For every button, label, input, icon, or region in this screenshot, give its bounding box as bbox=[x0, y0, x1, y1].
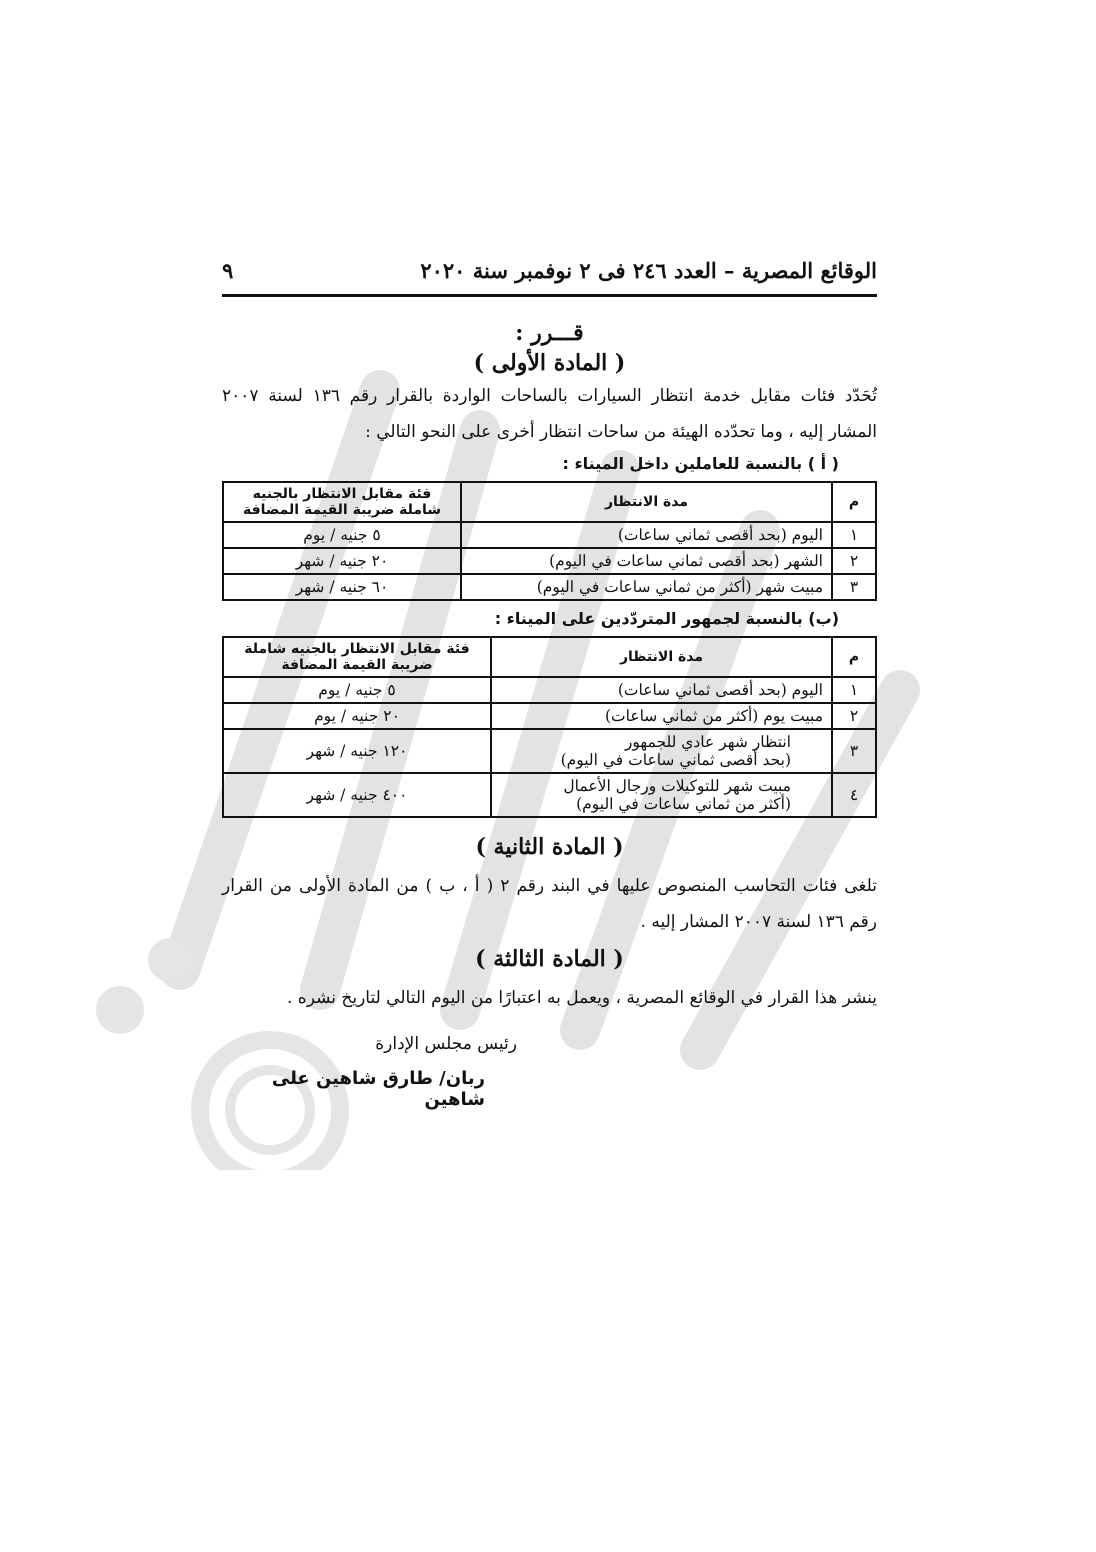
cell-duration: مبيت شهر (أكثر من ثماني ساعات في اليوم) bbox=[461, 574, 832, 600]
article-3-title: ( المادة الثالثة ) bbox=[475, 946, 624, 972]
table-row bbox=[223, 677, 876, 703]
cell-duration-line: مبيت شهر للتوكيلات ورجال الأعمال bbox=[563, 777, 791, 795]
th-duration: مدة الانتظار bbox=[461, 482, 832, 522]
article-2-text: تلغى فئات التحاسب المنصوص عليها في البند رقم ٢ ( أ ، ب ) من المادة الأولى من القرار رقم ١٣٦ لسنة ٢٠٠٧ المشار إليه . bbox=[222, 876, 877, 932]
section-a-title: ( أ ) بالنسبة للعاملين داخل الميناء : bbox=[562, 454, 839, 473]
table-a bbox=[222, 481, 877, 601]
cell-duration-line: انتظار شهر عادي للجمهور bbox=[624, 733, 791, 751]
cell-duration-line: مبيت يوم (أكثر من ثماني ساعات) bbox=[604, 707, 823, 725]
cell-fee: ٦٠ جنيه / شهر bbox=[223, 574, 461, 600]
cell-num: ١ bbox=[832, 522, 876, 548]
cell-duration-line: اليوم (بحد أقصى ثماني ساعات) bbox=[617, 681, 823, 699]
decree-body bbox=[222, 318, 877, 1110]
cell-fee: ٢٠ جنيه / شهر bbox=[223, 548, 461, 574]
th-fee: فئة مقابل الانتظار بالجنيه شاملة ضريبة القيمة المضافة bbox=[223, 482, 461, 522]
section-b-title: (ب) بالنسبة لجمهور المتردّدين على الميناء : bbox=[494, 609, 839, 628]
table-row bbox=[223, 703, 876, 729]
cell-fee: ٢٠ جنيه / يوم bbox=[223, 703, 491, 729]
table-b bbox=[222, 636, 877, 818]
cell-num: ١ bbox=[832, 677, 876, 703]
cell-num: ٣ bbox=[832, 729, 876, 773]
cell-num: ٢ bbox=[832, 703, 876, 729]
cell-duration-line-2: (بحد أقصى ثماني ساعات في اليوم) bbox=[560, 751, 791, 769]
table-row bbox=[223, 729, 876, 773]
article-3-text: ينشر هذا القرار في الوقائع المصرية ، ويعمل به اعتبارًا من اليوم التالي لتاريخ نشره . bbox=[286, 988, 877, 1008]
cell-duration-line-2: (أكثر من ثماني ساعات في اليوم) bbox=[576, 795, 791, 813]
cell-num: ٢ bbox=[832, 548, 876, 574]
table-a-header bbox=[223, 482, 876, 522]
gazette-title: الوقائع المصرية – العدد ٢٤٦ فى ٢ نوفمبر سنة ٢٠٢٠ bbox=[420, 257, 877, 283]
signer-name: ربان/ طارق شاهين على شاهين bbox=[271, 1068, 485, 1110]
article-2-title: ( المادة الثانية ) bbox=[475, 834, 624, 860]
cell-duration bbox=[491, 677, 832, 703]
page-number: ٩ bbox=[222, 257, 234, 283]
table-row bbox=[223, 548, 876, 574]
signer-title: رئيس مجلس الإدارة bbox=[375, 1034, 517, 1054]
cell-fee: ٤٠٠ جنيه / شهر bbox=[223, 773, 491, 817]
table-row bbox=[223, 574, 876, 600]
th-duration: مدة الانتظار bbox=[491, 637, 832, 677]
th-num: م bbox=[832, 637, 876, 677]
cell-fee: ٥ جنيه / يوم bbox=[223, 522, 461, 548]
article-1-title: ( المادة الأولى ) bbox=[473, 350, 626, 376]
header-divider bbox=[222, 294, 877, 297]
th-fee: فئة مقابل الانتظار بالجنيه شاملة ضريبة القيمة المضافة bbox=[223, 637, 491, 677]
table-row bbox=[223, 522, 876, 548]
cell-num: ٤ bbox=[832, 773, 876, 817]
cell-fee: ١٢٠ جنيه / شهر bbox=[223, 729, 491, 773]
cell-num: ٣ bbox=[832, 574, 876, 600]
decree-word: قـــرر : bbox=[515, 320, 584, 346]
gazette-header bbox=[222, 250, 877, 290]
th-num: م bbox=[832, 482, 876, 522]
cell-fee: ٥ جنيه / يوم bbox=[223, 677, 491, 703]
table-b-header bbox=[223, 637, 876, 677]
table-row bbox=[223, 773, 876, 817]
cell-duration bbox=[491, 703, 832, 729]
cell-duration bbox=[491, 729, 832, 773]
cell-duration bbox=[491, 773, 832, 817]
cell-duration: الشهر (بحد أقصى ثماني ساعات في اليوم) bbox=[461, 548, 832, 574]
article-1-text: تُحَدّد فئات مقابل خدمة انتظار السيارات بالساحات الواردة بالقرار رقم ١٣٦ لسنة ٢٠٠٧ المشار إليه ، وما تحدّده الهيئة من ساحات انتظار أخرى على النحو التالي : bbox=[222, 386, 877, 442]
cell-duration: اليوم (بحد أقصى ثماني ساعات) bbox=[461, 522, 832, 548]
